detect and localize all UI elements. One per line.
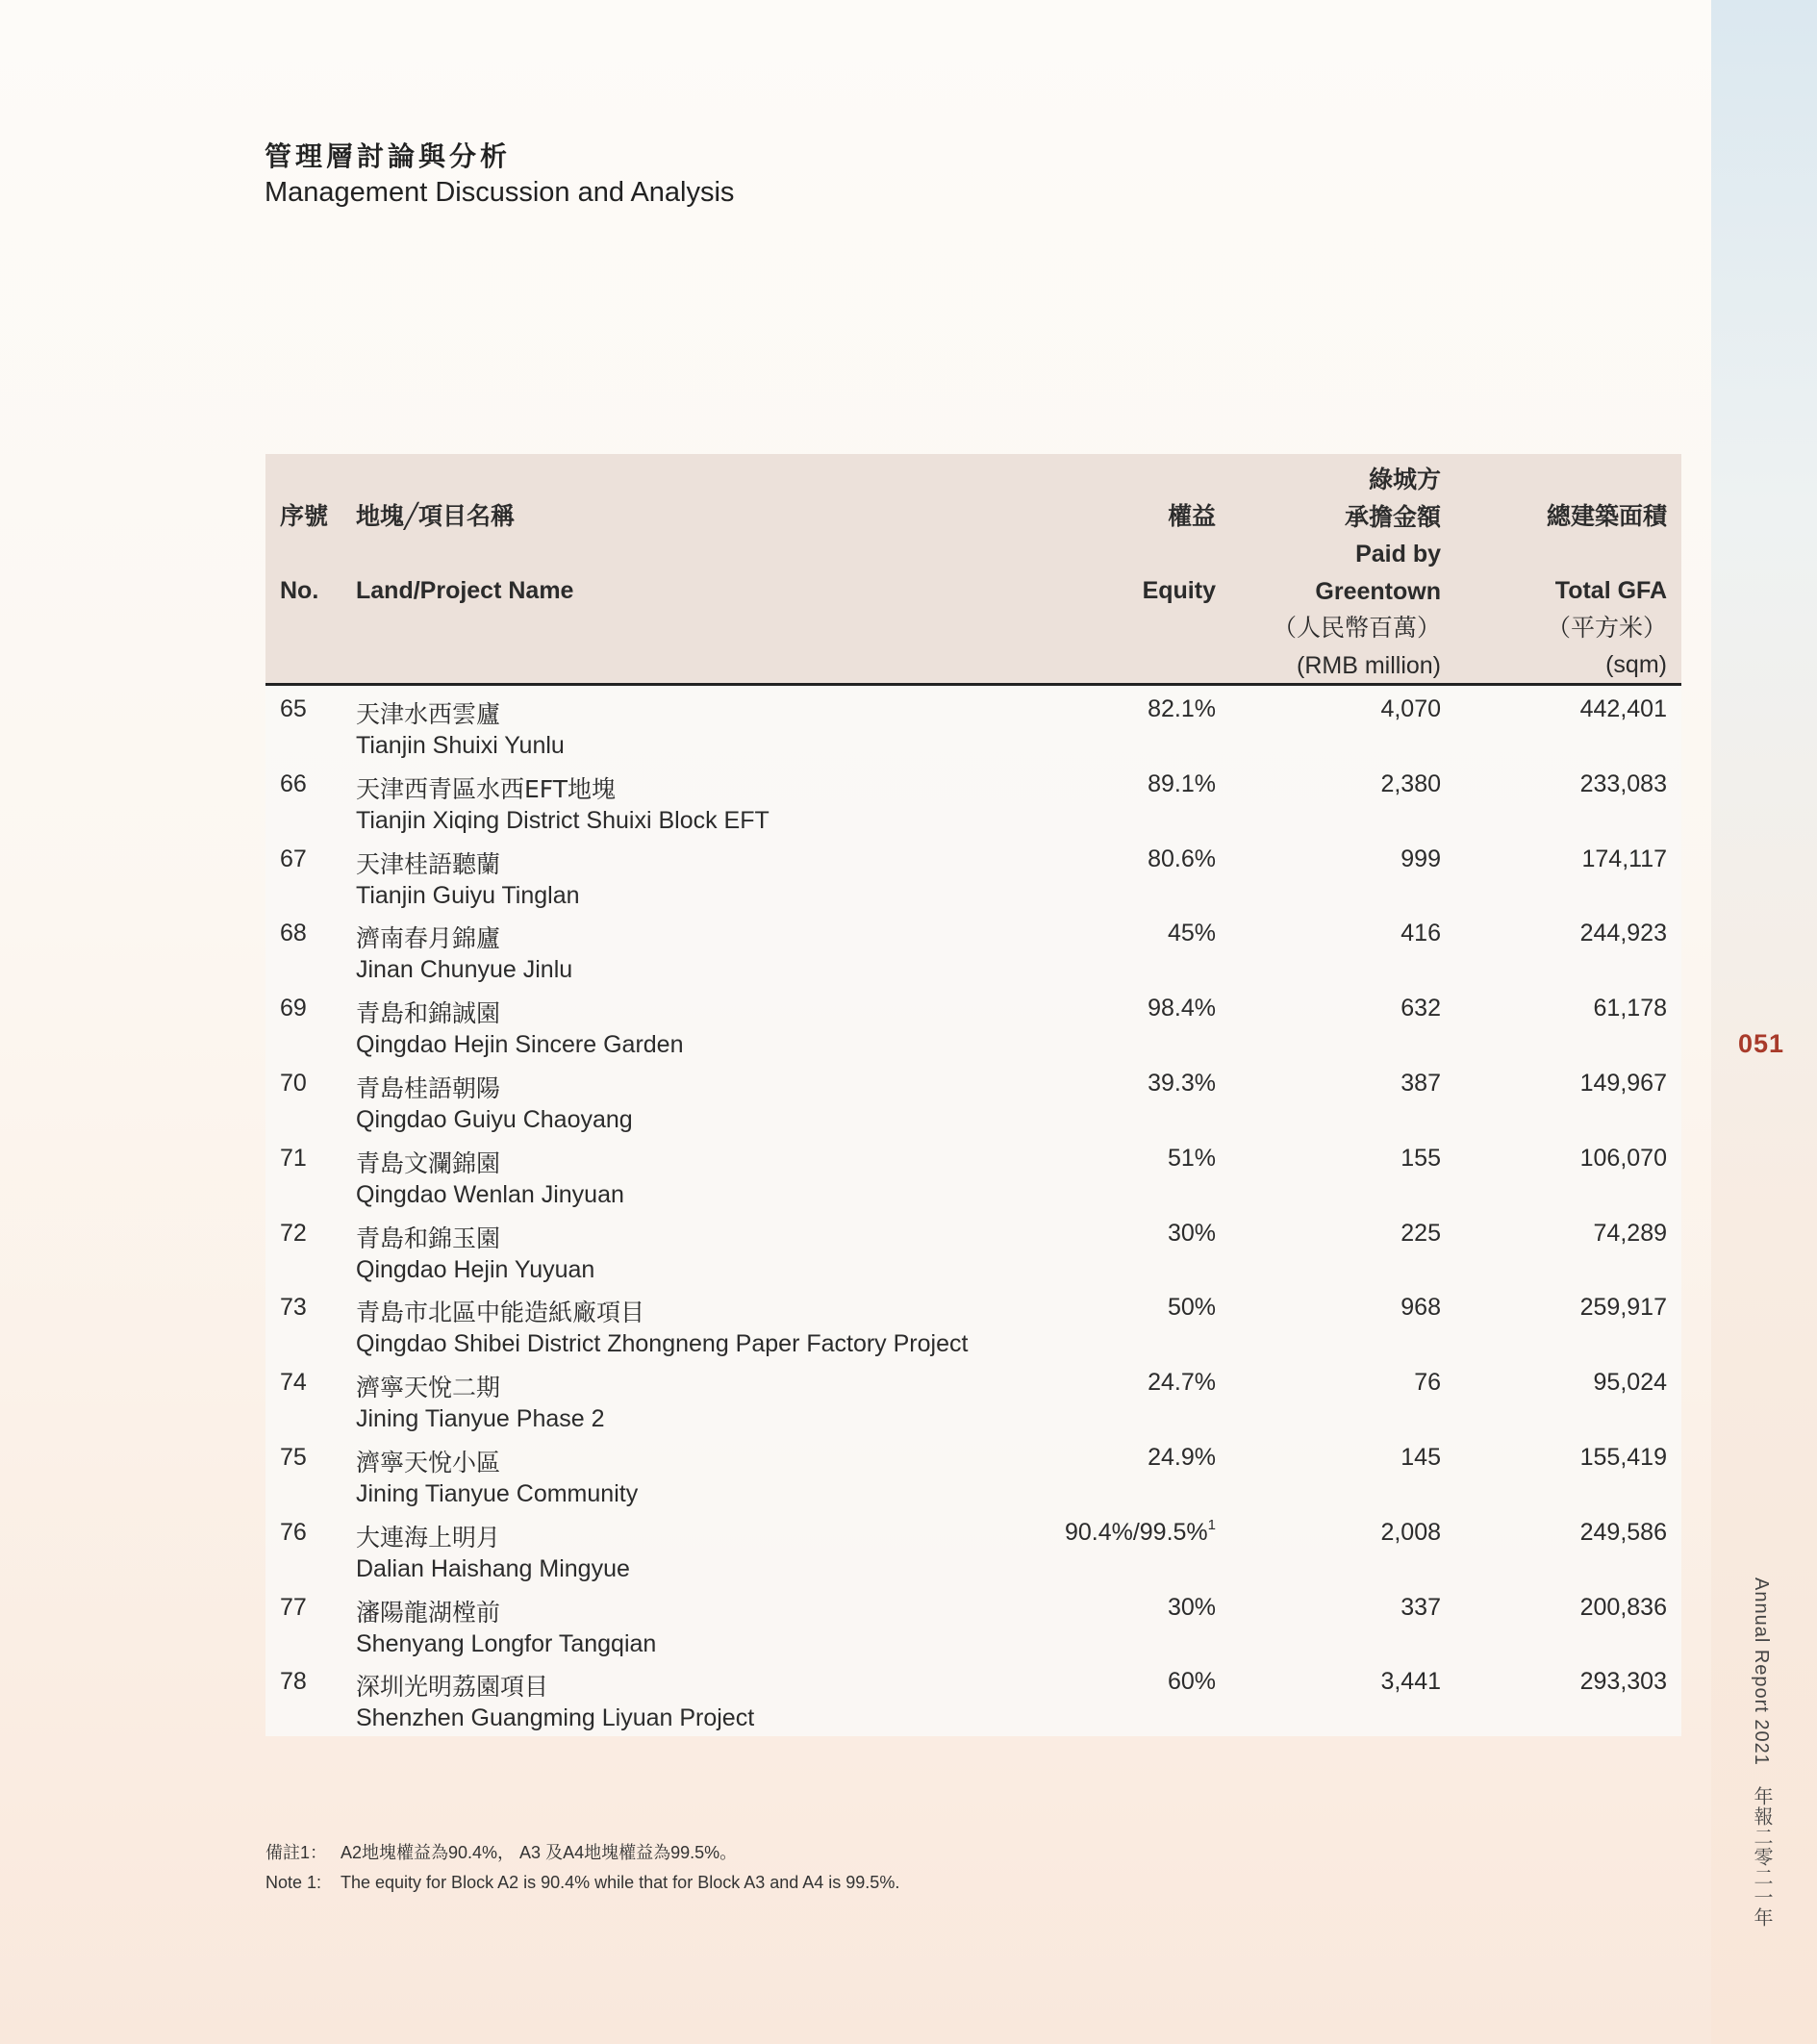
page-title-en: Management Discussion and Analysis xyxy=(265,177,735,208)
row-name-zh: 濟寧天悅小區 xyxy=(356,1449,501,1476)
table-row xyxy=(265,1066,1681,1141)
page-title-zh: 管理層討論與分析 xyxy=(265,140,512,172)
row-paid: 155 xyxy=(1401,1144,1441,1172)
table-row xyxy=(265,1440,1681,1515)
footnote-zh-label: 備註1： xyxy=(265,1843,328,1862)
footnote-zh-text: A2地塊權益為90.4%， A3 及A4地塊權益為99.5%。 xyxy=(341,1843,738,1862)
row-name-zh: 青島市北區中能造紙廠項目 xyxy=(356,1299,645,1327)
row-name-en: Qingdao Guiyu Chaoyang xyxy=(356,1106,633,1133)
row-name-zh: 天津水西雲廬 xyxy=(356,700,501,728)
row-name-en: Tianjin Xiqing District Shuixi Block EFT xyxy=(356,806,770,834)
col-paid-unit-en: (RMB million) xyxy=(1297,651,1441,679)
row-equity xyxy=(1168,1220,1216,1248)
table-body xyxy=(265,686,1681,1736)
col-paid-en-2: Greentown xyxy=(1315,577,1441,605)
table-row xyxy=(265,767,1681,842)
row-paid: 387 xyxy=(1401,1070,1441,1097)
row-no: 75 xyxy=(280,1444,307,1471)
row-equity xyxy=(1168,920,1216,947)
row-name-en: Jinan Chunyue Jinlu xyxy=(356,956,573,984)
row-equity xyxy=(1168,1668,1216,1696)
row-paid: 3,441 xyxy=(1380,1668,1441,1696)
col-equity-zh: 權益 xyxy=(1167,503,1216,530)
row-name-en: Shenzhen Guangming Liyuan Project xyxy=(356,1704,755,1732)
row-name-en: Shenyang Longfor Tangqian xyxy=(356,1629,657,1657)
row-paid: 2,380 xyxy=(1380,770,1441,797)
row-equity-footnote-ref: 1 xyxy=(1207,1516,1216,1533)
row-no: 77 xyxy=(280,1593,307,1621)
row-no: 65 xyxy=(280,695,307,722)
row-name-zh: 青島和錦玉園 xyxy=(356,1224,501,1252)
page-heading xyxy=(265,140,734,210)
row-paid: 416 xyxy=(1401,920,1441,947)
row-name-zh: 濟寧天悅二期 xyxy=(356,1374,501,1402)
table-row xyxy=(265,1216,1681,1291)
row-gfa: 149,967 xyxy=(1579,1070,1667,1097)
row-no: 74 xyxy=(280,1369,307,1397)
footnote-en-text: The equity for Block A2 is 90.4% while that for Block A3 and A4 is 99.5%. xyxy=(341,1873,900,1892)
row-gfa: 61,178 xyxy=(1593,995,1667,1022)
row-name-en: Jining Tianyue Phase 2 xyxy=(356,1405,605,1433)
table-row xyxy=(265,1365,1681,1440)
row-gfa: 249,586 xyxy=(1579,1518,1667,1546)
row-name-zh: 天津西青區水西EFT地塊 xyxy=(356,774,617,803)
row-name-zh: 青島和錦誠園 xyxy=(356,999,501,1028)
row-equity xyxy=(1148,1369,1216,1397)
row-no: 66 xyxy=(280,770,307,797)
col-no-en: No. xyxy=(280,577,319,604)
row-paid: 145 xyxy=(1401,1444,1441,1471)
footnote-en xyxy=(265,1868,899,1898)
row-gfa: 259,917 xyxy=(1579,1294,1667,1322)
row-name-en: Jining Tianyue Community xyxy=(356,1480,639,1507)
row-equity xyxy=(1064,1516,1216,1547)
row-name-en: Tianjin Guiyu Tinglan xyxy=(356,881,580,909)
row-name-en: Dalian Haishang Mingyue xyxy=(356,1554,630,1582)
row-equity xyxy=(1148,995,1216,1022)
report-label: Annual Report 2021 年報二零二一年 xyxy=(1751,1577,1772,1928)
row-equity-value: 89.1% xyxy=(1148,770,1216,797)
row-gfa: 106,070 xyxy=(1579,1144,1667,1172)
col-name-zh: 地塊╱項目名稱 xyxy=(356,503,516,530)
row-equity-value: 30% xyxy=(1167,1219,1216,1247)
row-no: 71 xyxy=(280,1144,307,1172)
col-paid-zh-2: 承擔金額 xyxy=(1344,503,1441,531)
col-paid-header xyxy=(1273,462,1441,684)
row-no: 73 xyxy=(280,1294,307,1322)
col-gfa-unit-en: (sqm) xyxy=(1605,651,1667,678)
row-equity-value: 45% xyxy=(1167,920,1216,947)
col-gfa-en: Total GFA xyxy=(1554,577,1667,604)
row-equity-value: 80.6% xyxy=(1148,845,1216,872)
row-gfa: 200,836 xyxy=(1579,1593,1667,1621)
row-name-en: Qingdao Wenlan Jinyuan xyxy=(356,1180,624,1208)
row-equity xyxy=(1148,770,1216,798)
col-equity-en: Equity xyxy=(1142,577,1216,604)
table-row xyxy=(265,1515,1681,1590)
footnote-zh xyxy=(265,1838,899,1868)
row-equity-value: 90.4%/99.5% xyxy=(1064,1518,1208,1546)
row-paid: 2,008 xyxy=(1380,1518,1441,1546)
col-gfa-zh: 總建築面積 xyxy=(1546,503,1667,530)
row-gfa: 74,289 xyxy=(1593,1219,1667,1247)
table-row xyxy=(265,842,1681,917)
page-number: 051 xyxy=(1738,1029,1785,1058)
col-gfa-unit-zh: （平方米） xyxy=(1546,614,1667,642)
row-equity-value: 30% xyxy=(1167,1593,1216,1621)
row-name-zh: 青島文瀾錦園 xyxy=(356,1148,501,1177)
row-no: 70 xyxy=(280,1070,307,1097)
row-name-zh: 濟南春月錦廬 xyxy=(356,924,501,953)
row-name-zh: 天津桂語聽蘭 xyxy=(356,849,501,878)
row-paid: 76 xyxy=(1414,1369,1441,1397)
row-name-en: Qingdao Shibei District Zhongneng Paper Factory Project xyxy=(356,1330,969,1358)
row-name-en: Tianjin Shuixi Yunlu xyxy=(356,732,565,759)
row-name-zh: 深圳光明荔園項目 xyxy=(356,1673,549,1702)
row-equity-value: 50% xyxy=(1167,1294,1216,1322)
col-paid-zh-1: 綠城方 xyxy=(1368,467,1441,493)
row-name-en: Qingdao Hejin Sincere Garden xyxy=(356,1031,684,1059)
row-paid: 4,070 xyxy=(1380,695,1441,722)
row-name-zh: 瀋陽龍湖樘前 xyxy=(356,1598,501,1627)
row-no: 72 xyxy=(280,1219,307,1247)
row-equity xyxy=(1148,845,1216,873)
col-paid-en-1: Paid by xyxy=(1355,541,1441,568)
row-gfa: 442,401 xyxy=(1579,695,1667,722)
table-row xyxy=(265,692,1681,767)
row-equity xyxy=(1148,695,1216,723)
row-gfa: 155,419 xyxy=(1579,1444,1667,1471)
row-name-en: Qingdao Hejin Yuyuan xyxy=(356,1255,595,1283)
row-paid: 999 xyxy=(1401,845,1441,872)
row-equity-value: 98.4% xyxy=(1148,995,1216,1022)
table-header xyxy=(265,454,1681,686)
row-equity-value: 24.9% xyxy=(1148,1444,1216,1471)
row-name-zh: 大連海上明月 xyxy=(356,1523,501,1552)
table-row xyxy=(265,1141,1681,1216)
row-gfa: 95,024 xyxy=(1593,1369,1667,1397)
row-gfa: 233,083 xyxy=(1579,770,1667,797)
row-equity xyxy=(1148,1444,1216,1472)
row-gfa: 293,303 xyxy=(1579,1668,1667,1696)
row-equity-value: 51% xyxy=(1167,1144,1216,1172)
row-paid: 225 xyxy=(1401,1219,1441,1247)
row-gfa: 244,923 xyxy=(1579,920,1667,947)
row-equity xyxy=(1168,1294,1216,1322)
row-equity-value: 39.3% xyxy=(1148,1070,1216,1097)
table-row xyxy=(265,1664,1681,1739)
row-equity xyxy=(1168,1594,1216,1622)
row-no: 78 xyxy=(280,1668,307,1696)
row-gfa: 174,117 xyxy=(1581,845,1667,872)
row-no: 68 xyxy=(280,920,307,947)
land-project-table xyxy=(265,454,1681,1736)
col-name-en: Land/Project Name xyxy=(356,577,574,604)
table-row xyxy=(265,1590,1681,1665)
row-equity-value: 24.7% xyxy=(1148,1369,1216,1397)
col-no-zh: 序號 xyxy=(280,503,329,530)
table-row xyxy=(265,991,1681,1066)
row-no: 67 xyxy=(280,845,307,872)
row-equity-value: 82.1% xyxy=(1148,695,1216,722)
row-paid: 337 xyxy=(1401,1593,1441,1621)
row-equity xyxy=(1168,1145,1216,1173)
row-name-zh: 青島桂語朝陽 xyxy=(356,1074,501,1102)
table-row xyxy=(265,1290,1681,1365)
table-row xyxy=(265,916,1681,991)
footnotes xyxy=(265,1838,899,1898)
row-no: 69 xyxy=(280,995,307,1022)
row-equity-value: 60% xyxy=(1167,1668,1216,1696)
row-paid: 968 xyxy=(1401,1294,1441,1322)
row-paid: 632 xyxy=(1401,995,1441,1022)
col-paid-unit-zh: （人民幣百萬） xyxy=(1272,615,1441,642)
footnote-en-label: Note 1: xyxy=(265,1873,322,1892)
col-gfa-header xyxy=(1547,498,1667,684)
row-equity xyxy=(1148,1070,1216,1098)
row-no: 76 xyxy=(280,1518,307,1546)
